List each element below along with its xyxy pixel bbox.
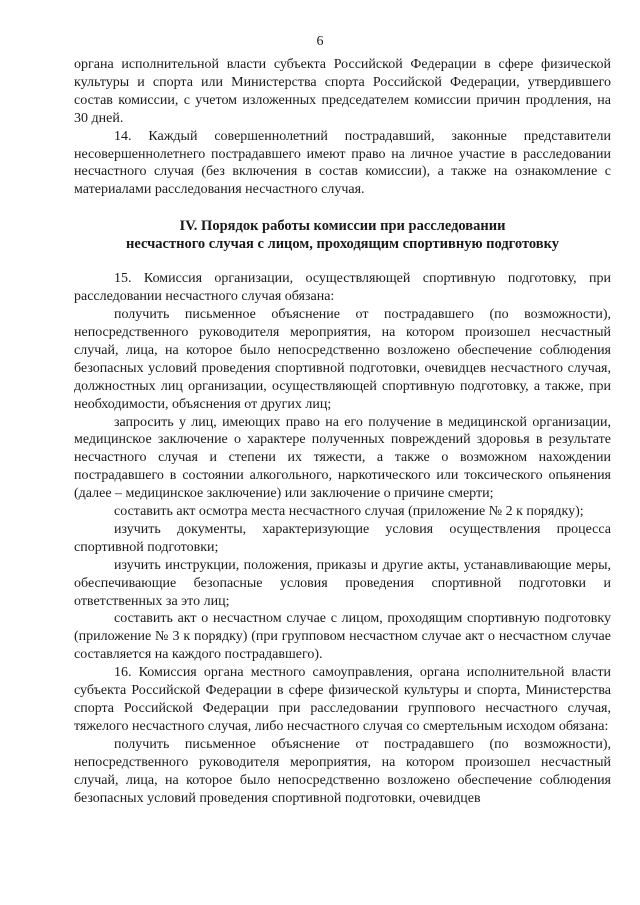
page-number: 6 [316, 34, 324, 49]
paragraph-15-item-study-documents: изучить документы, характеризующие условия осуществления процесса спортивной подготовки; [74, 521, 611, 555]
paragraph-15: 15. Комиссия организации, осуществляющей спортивную подготовку, при расследовании несчастного случая обязана: [74, 271, 611, 305]
section-heading-line-2: несчастного случая с лицом, проходящим спортивную подготовку [125, 236, 560, 253]
document-body [74, 56, 611, 807]
section-heading [74, 217, 611, 253]
paragraph-15-item-inspection-act: составить акт осмотра места несчастного случая (приложение № 2 к порядку); [114, 504, 584, 520]
paragraph-continuation: органа исполнительной власти субъекта Российской Федерации в сфере физической культуры и спорта или Министерства спорта Российской Федерации, утвердившего состав комиссии, с учетом изложенных председателем комиссии причин продления, на 30 дней. [74, 57, 611, 126]
paragraph-15-item-study-instructions: изучить инструкции, положения, приказы и другие акты, устанавливающие меры, обеспечивающие безопасные условия проведения спортивной подготовки и ответственных за это лиц; [74, 557, 611, 609]
paragraph-15-item-explanation: получить письменное объяснение от пострадавшего (по возможности), непосредственного руководителя мероприятия, на котором произошел несчастный случай, лица, на которое было непосредственно возложено обеспечение соблюдения безопасных условий проведения спортивной подготовки, очевидцев несчастного случая, должностных лиц организации, осуществляющей спортивную подготовку, а также, при необходимости, объяснения от других лиц; [74, 307, 611, 412]
paragraph-16: 16. Комиссия органа местного самоуправления, органа исполнительной власти субъекта Российской Федерации в сфере физической культуры и спорта, Министерства спорта Российской Федерации при расследовании группового несчастного случая, тяжелого несчастного случая, либо несчастного случая со смертельным исходом обязана: [74, 665, 611, 734]
paragraph-16-item-explanation: получить письменное объяснение от пострадавшего (по возможности), непосредственного руководителя мероприятия, на котором произошел несчастный случай, лица, на которое было непосредственно возложено обеспечение соблюдения безопасных условий проведения спортивной подготовки, очевидцев [74, 736, 611, 806]
paragraph-15-item-medical-request: запросить у лиц, имеющих право на его получение в медицинской организации, медицинское заключение о характере полученных повреждений здоровья в результате несчастного случая и степени их тяжести, а также о возможном нахождении пострадавшего в состоянии алкогольного, наркотического или токсического опьянения (далее – медицинское заключение) или заключение о причине смерти; [74, 414, 611, 502]
paragraph-14: 14. Каждый совершеннолетний пострадавший, законные представители несовершеннолетнего пострадавшего имеют право на личное участие в расследовании несчастного случая (без включения в состав комиссии), а также на ознакомление с материалами расследования несчастного случая. [74, 128, 611, 198]
section-heading-line-1: IV. Порядок работы комиссии при расследовании [179, 218, 506, 235]
paragraph-15-item-accident-act: составить акт о несчастном случае с лицом, проходящим спортивную подготовку (приложение № 3 к порядку) (при групповом несчастном случае акт о несчастном случае составляется на каждого пострадавшего). [74, 611, 611, 663]
